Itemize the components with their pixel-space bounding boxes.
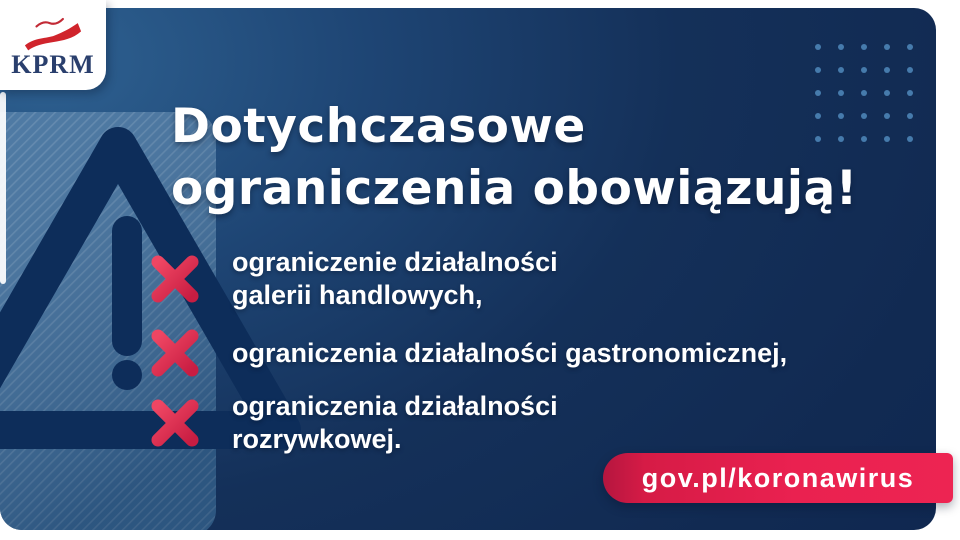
dot	[884, 44, 890, 50]
restriction-text-line1: ograniczenia działalności	[232, 391, 558, 421]
restriction-item-entertainment	[150, 388, 558, 458]
dot	[815, 67, 821, 73]
restriction-text	[232, 390, 558, 456]
dot	[861, 90, 867, 96]
restriction-text-line1: ograniczenie działalności	[232, 247, 558, 277]
kprm-logo	[0, 0, 106, 90]
dot	[907, 90, 913, 96]
dot	[815, 90, 821, 96]
dot	[884, 67, 890, 73]
dot	[838, 44, 844, 50]
restriction-text-line2: rozrywkowej.	[232, 424, 402, 454]
dot	[884, 90, 890, 96]
dot	[838, 67, 844, 73]
restriction-item-malls	[150, 244, 558, 314]
x-icon	[150, 328, 200, 378]
restriction-text-line2: galerii handlowych,	[232, 280, 483, 310]
dot	[907, 44, 913, 50]
dot	[815, 44, 821, 50]
page-title-line2: ograniczenia obowiązują!	[171, 161, 858, 216]
polish-flag-icon	[11, 14, 95, 52]
x-icon	[150, 254, 200, 304]
page-title-line1: Dotychczasowe	[171, 99, 586, 154]
restriction-text-line1: ograniczenia działalności gastronomicznej,	[232, 337, 788, 368]
restriction-item-gastronomy	[150, 326, 787, 380]
restriction-text	[232, 337, 787, 370]
poster-background-card	[0, 8, 936, 530]
gov-url-banner[interactable]: gov.pl/koronawirus	[603, 453, 953, 503]
restriction-text	[232, 246, 558, 312]
dot	[861, 67, 867, 73]
page-title	[171, 96, 936, 220]
dot	[861, 44, 867, 50]
dot	[838, 90, 844, 96]
kprm-logo-text: KPRM	[11, 50, 95, 79]
dot	[907, 67, 913, 73]
x-icon	[150, 398, 200, 448]
